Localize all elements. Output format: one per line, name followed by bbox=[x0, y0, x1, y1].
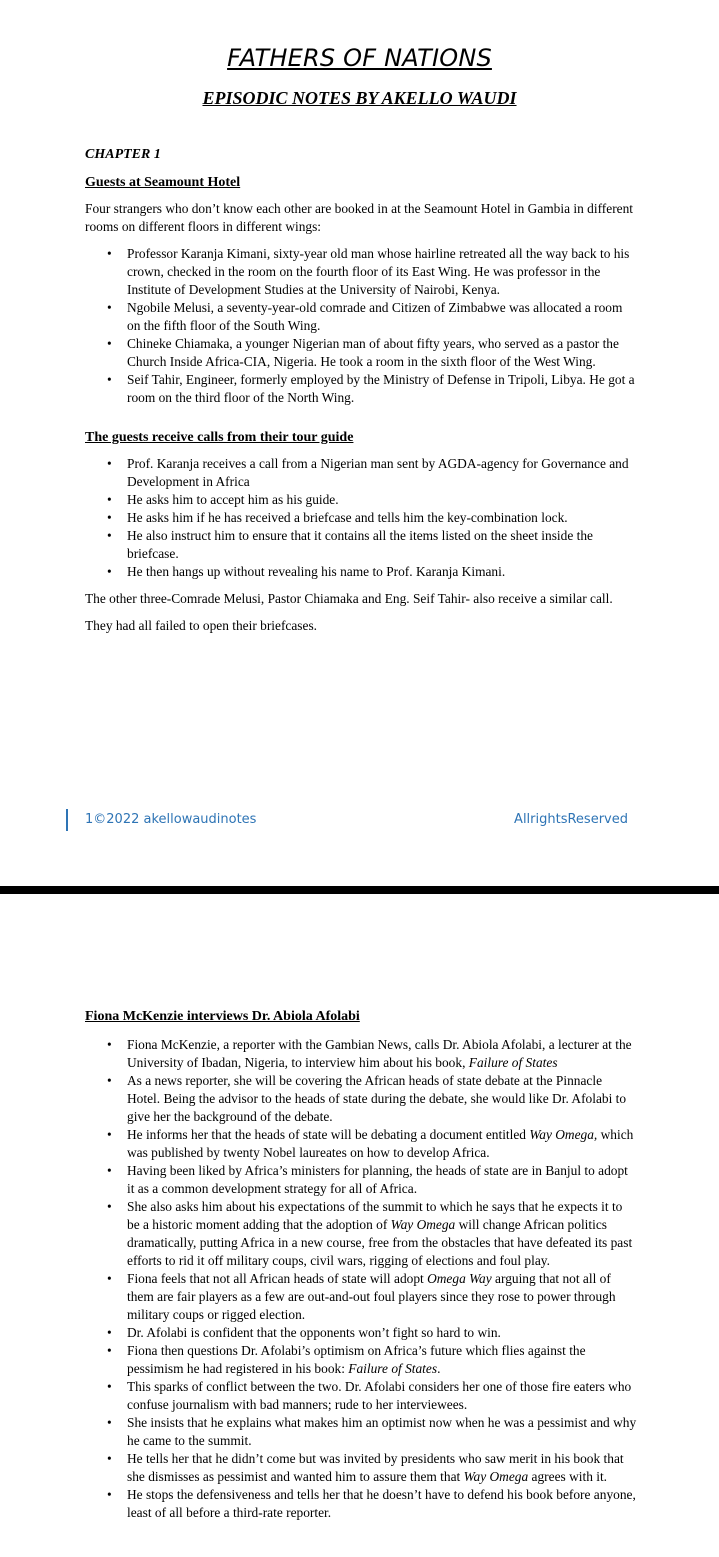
list-item: • As a news reporter, she will be covering the African heads of state debate at the Pinnacle Hotel. Being the advisor to the heads of state during the debate, she would like Dr. Afolabi to give her the background of the debate. bbox=[127, 1072, 637, 1126]
document-title: FATHERS OF NATIONS bbox=[227, 44, 492, 72]
list-item: • She insists that he explains what makes him an optimist now when he was a pessimist and why he came to the summit. bbox=[127, 1414, 637, 1450]
chapter-heading: CHAPTER 1 bbox=[85, 147, 161, 162]
footer-copyright: 1©2022 akellowaudinotes bbox=[85, 812, 257, 827]
list-item: • This sparks of conflict between the two. Dr. Afolabi considers her one of those fire eaters who confuse journalism with bad manners; rude to her interviewees. bbox=[127, 1378, 637, 1414]
list-item: • Professor Karanja Kimani, sixty-year old man whose hairline retreated all the way back to his crown, checked in the room on the fourth floor of its East Wing. He was professor in the Institute of Development Studies at the University of Nairobi, Kenya. bbox=[127, 245, 637, 299]
list-item: • Chineke Chiamaka, a younger Nigerian man of about fifty years, who served as a pastor the Church Inside Africa-CIA, Nigeria. He took a room in the sixth floor of the West Wing. bbox=[127, 335, 637, 371]
page-separator bbox=[0, 886, 719, 894]
footer-rights: AllrightsReserved bbox=[514, 812, 628, 827]
list-item: • He then hangs up without revealing his name to Prof. Karanja Kimani. bbox=[127, 563, 637, 581]
guests-list bbox=[85, 245, 637, 407]
list-item: • He tells her that he didn’t come but was invited by presidents who saw merit in his book that she dismisses as pessimist and wanted him to assure them that Way Omega agrees with it. bbox=[127, 1450, 637, 1486]
list-item: • He also instruct him to ensure that it contains all the items listed on the sheet inside the briefcase. bbox=[127, 527, 637, 563]
list-item: • Seif Tahir, Engineer, formerly employed by the Ministry of Defense in Tripoli, Libya. He got a room on the third floor of the North Wing. bbox=[127, 371, 637, 407]
section-heading-guests: Guests at Seamount Hotel bbox=[85, 175, 241, 190]
list-item: • Fiona then questions Dr. Afolabi’s optimism on Africa’s future which flies against the pessimism he had registered in his book: Failure of States. bbox=[127, 1342, 637, 1378]
list-item: • Fiona McKenzie, a reporter with the Gambian News, calls Dr. Abiola Afolabi, a lecturer at the University of Ibadan, Nigeria, to interview him about his book, Failure of States bbox=[127, 1036, 637, 1072]
list-item: • Having been liked by Africa’s ministers for planning, the heads of state are in Banjul to adopt it as a common development strategy for all of Africa. bbox=[127, 1162, 637, 1198]
list-item: • She also asks him about his expectations of the summit to which he says that he expects it to be a historic moment adding that the adoption of Way Omega will change African politics dramatically, putting Africa in a new course, free from the obstacles that have defeated its past efforts to rid it off military coups, civil wars, rigging of elections and foul play. bbox=[127, 1198, 637, 1270]
page-1-content bbox=[85, 146, 637, 644]
list-item: • Dr. Afolabi is confident that the opponents won’t fight so hard to win. bbox=[127, 1324, 637, 1342]
paragraph-other-guests: The other three-Comrade Melusi, Pastor Chiamaka and Eng. Seif Tahir- also receive a similar call. bbox=[85, 591, 613, 606]
list-item: • He asks him to accept him as his guide. bbox=[127, 491, 637, 509]
calls-list bbox=[85, 455, 637, 581]
section-heading-calls: The guests receive calls from their tour guide bbox=[85, 430, 354, 445]
list-item: • Fiona feels that not all African heads of state will adopt Omega Way arguing that not all of them are fair players as a few are out-and-out foul players since they rose to power through military coups or rigged election. bbox=[127, 1270, 637, 1324]
document-subtitle: EPISODIC NOTES BY AKELLO WAUDI bbox=[202, 88, 517, 108]
list-item: • Ngobile Melusi, a seventy-year-old comrade and Citizen of Zimbabwe was allocated a room on the fifth floor of the South Wing. bbox=[127, 299, 637, 335]
list-item: • He asks him if he has received a briefcase and tells him the key-combination lock. bbox=[127, 509, 637, 527]
section-heading-interview: Fiona McKenzie interviews Dr. Abiola Afolabi bbox=[85, 1009, 360, 1024]
footer-accent-bar bbox=[66, 809, 68, 831]
section-intro: Four strangers who don’t know each other are booked in at the Seamount Hotel in Gambia in different rooms on different floors in different wings: bbox=[85, 201, 634, 234]
interview-list bbox=[85, 1036, 637, 1522]
list-item: • He informs her that the heads of state will be debating a document entitled Way Omega, which was published by twenty Nobel laureates on how to develop Africa. bbox=[127, 1126, 637, 1162]
list-item: • Prof. Karanja receives a call from a Nigerian man sent by AGDA-agency for Governance and Development in Africa bbox=[127, 455, 637, 491]
paragraph-briefcases: They had all failed to open their briefcases. bbox=[85, 618, 318, 633]
list-item: • He stops the defensiveness and tells her that he doesn’t have to defend his book before anyone, least of all before a third-rate reporter. bbox=[127, 1486, 637, 1522]
page-2 bbox=[0, 894, 719, 1557]
page-2-content bbox=[85, 1008, 637, 1531]
page-footer bbox=[66, 809, 628, 831]
